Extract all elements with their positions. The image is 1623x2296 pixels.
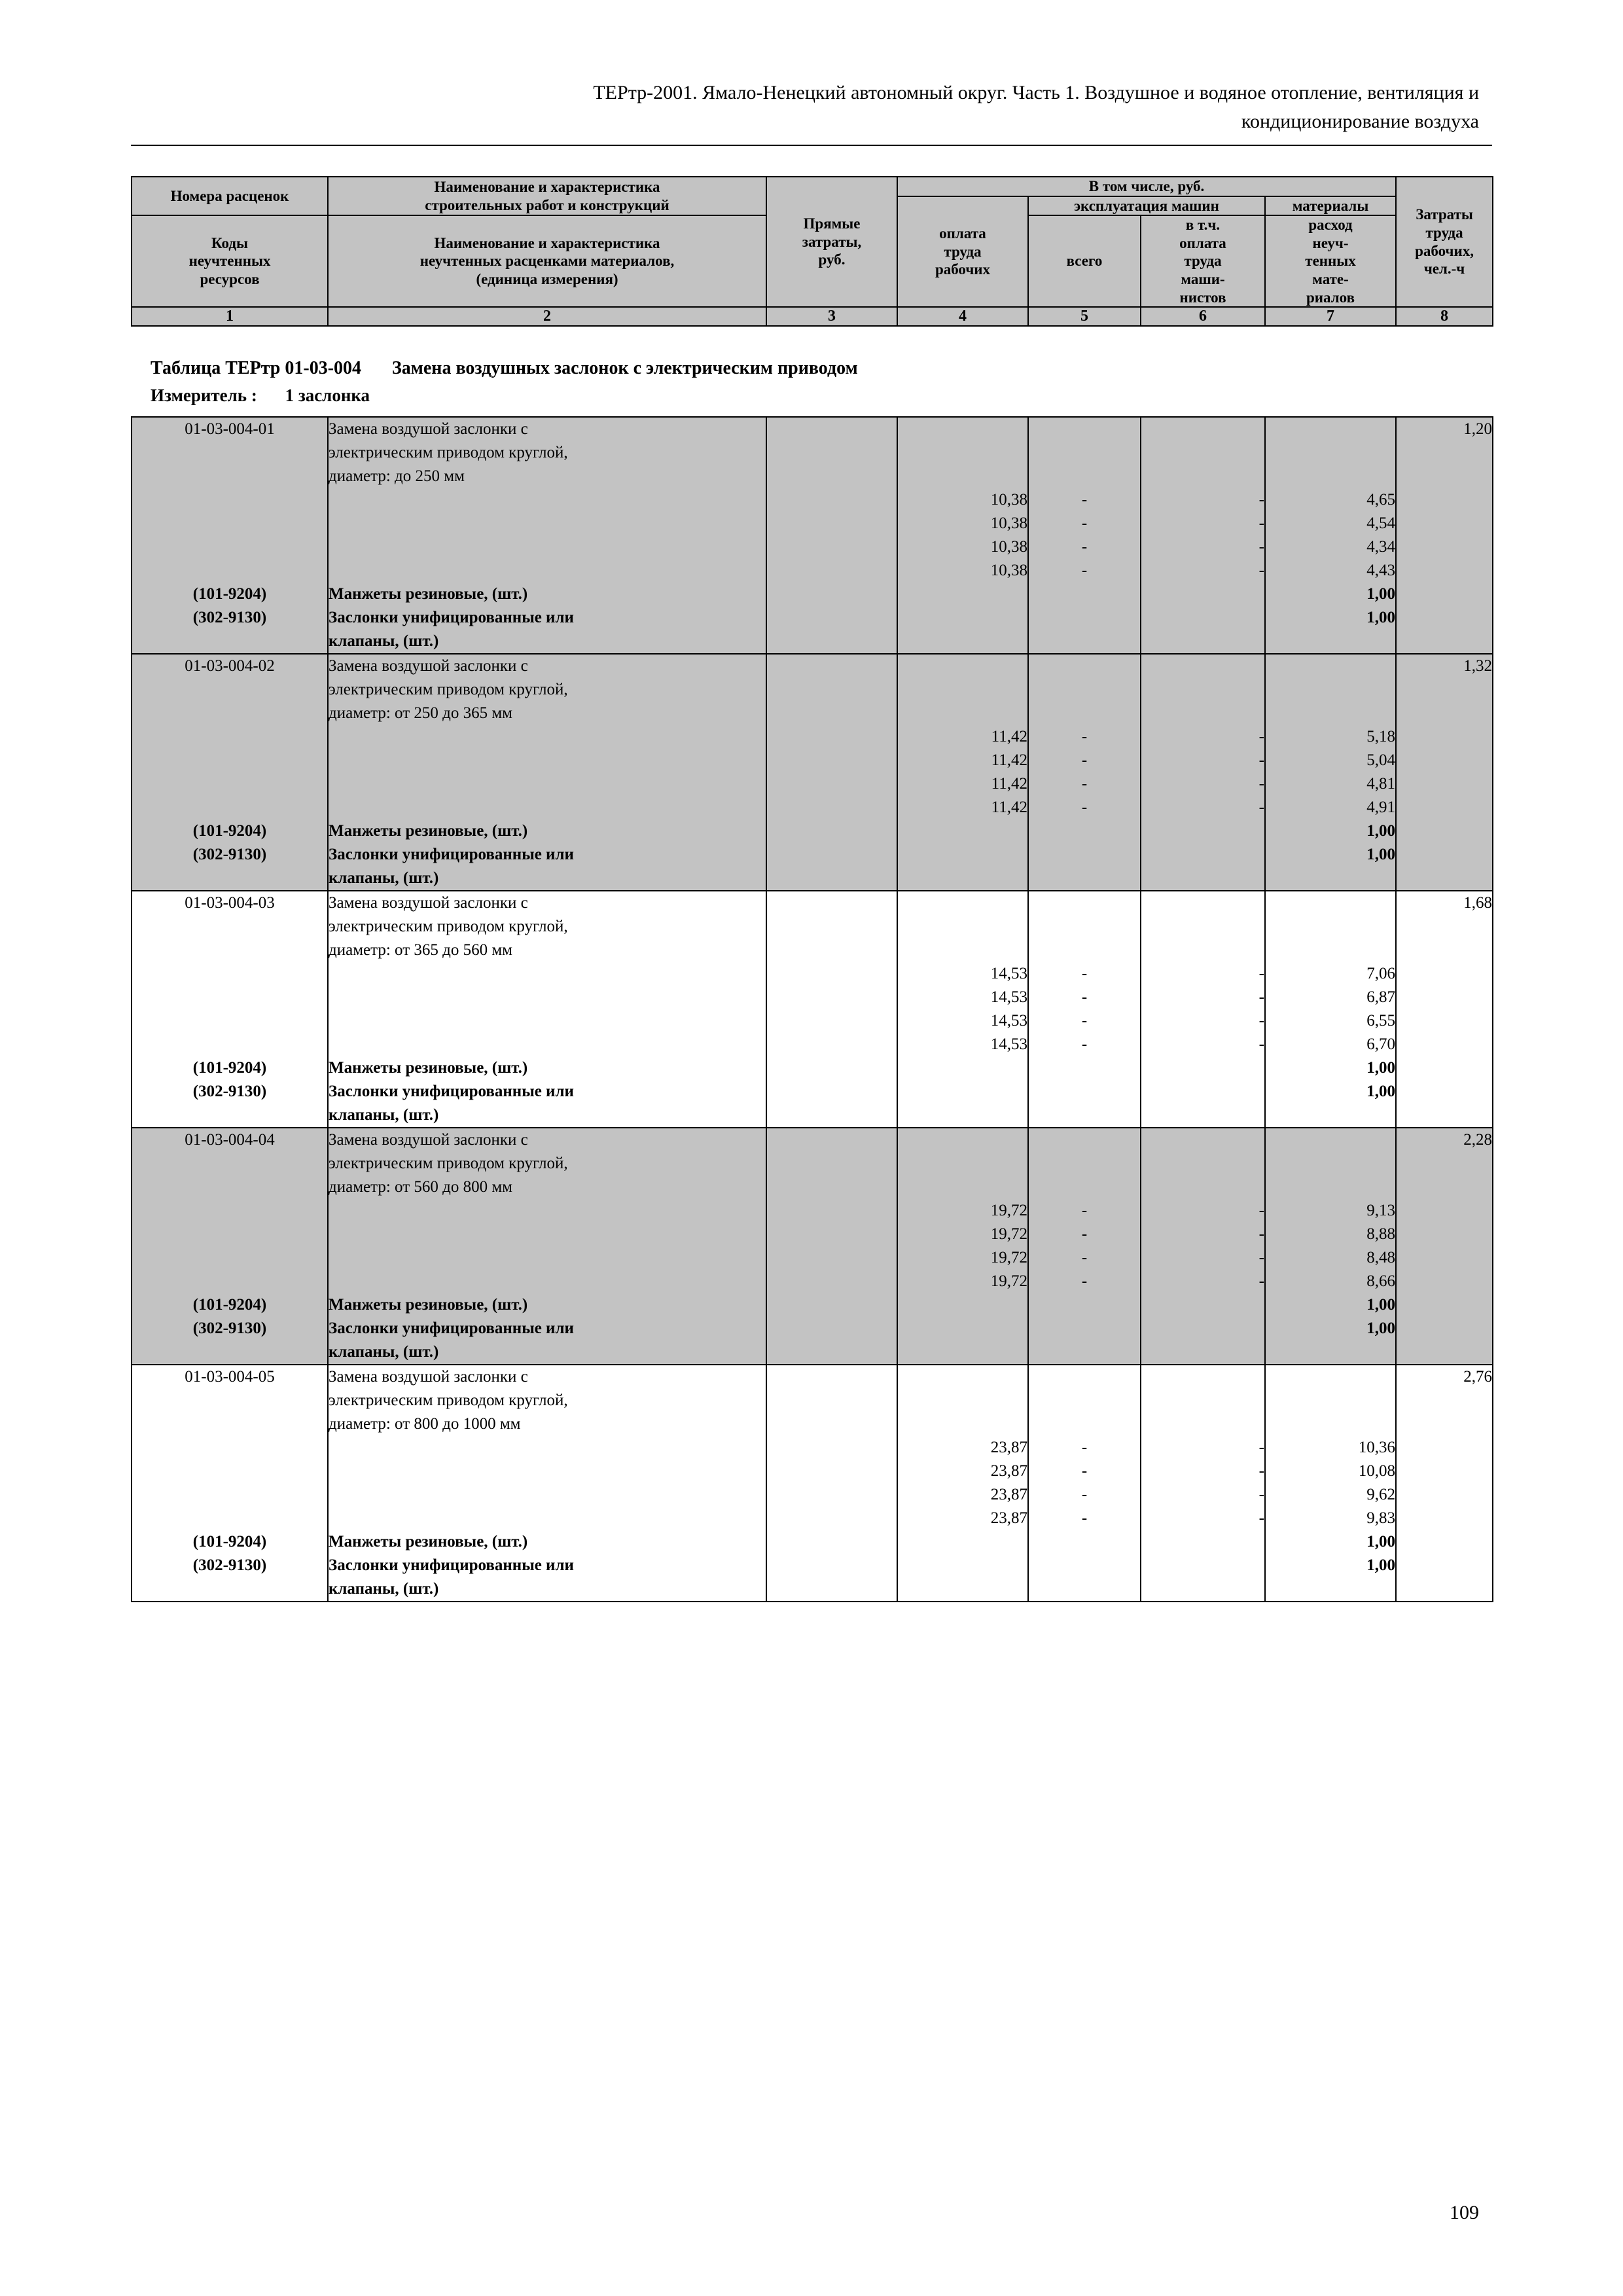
col-header-unaccounted-codes: Коды неучтенных ресурсов bbox=[132, 215, 328, 307]
col-header-material-consumption: расход неуч- тенных мате- риалов bbox=[1265, 215, 1396, 307]
row-operator-wages: - - - - bbox=[1141, 417, 1265, 654]
row-worker-wages: 23,87 23,87 23,87 23,87 bbox=[897, 1365, 1028, 1602]
row-labor-costs: 1,20 bbox=[1396, 417, 1493, 654]
row-code: 01-03-004-03 (101-9204) (302-9130) bbox=[132, 891, 328, 1128]
row-direct-costs bbox=[766, 417, 897, 654]
row-description: Замена воздушой заслонки с электрическим приводом круглой, диаметр: от 365 до 560 мм Манжеты резиновые, (шт.) Заслонки унифицированные или клапаны, (шт.) bbox=[328, 891, 766, 1128]
row-direct-costs bbox=[766, 654, 897, 891]
row-operator-wages: - - - - bbox=[1141, 891, 1265, 1128]
col-num-8: 8 bbox=[1396, 307, 1493, 326]
column-header-table bbox=[131, 176, 1493, 327]
row-machines-total: - - - - bbox=[1028, 1365, 1141, 1602]
row-worker-wages: 10,38 10,38 10,38 10,38 bbox=[897, 417, 1028, 654]
row-materials: 7,06 6,87 6,55 6,70 1,00 1,00 bbox=[1265, 891, 1396, 1128]
header-line-1: ТЕРтр-2001. Ямало-Ненецкий автономный округ. Часть 1. Воздушное и водяное отопление, вентиляция и bbox=[593, 82, 1479, 103]
row-code: 01-03-004-01 (101-9204) (302-9130) bbox=[132, 417, 328, 654]
row-operator-wages: - - - - bbox=[1141, 1128, 1265, 1365]
row-direct-costs bbox=[766, 891, 897, 1128]
row-worker-wages: 14,53 14,53 14,53 14,53 bbox=[897, 891, 1028, 1128]
col-header-rate-numbers: Номера расценок bbox=[132, 177, 328, 215]
row-operator-wages: - - - - bbox=[1141, 1365, 1265, 1602]
measure-value: 1 заслонка bbox=[285, 386, 370, 406]
table-title-name: Замена воздушных заслонок с электрическим приводом bbox=[392, 358, 858, 379]
table-title-number: Таблица ТЕРтр 01-03-004 bbox=[151, 358, 362, 379]
table-row bbox=[132, 1128, 1493, 1365]
table-row bbox=[132, 1365, 1493, 1602]
column-number-row bbox=[132, 307, 1493, 326]
row-machines-total: - - - - bbox=[1028, 1128, 1141, 1365]
col-header-machine-operation: эксплуатация машин bbox=[1028, 196, 1265, 216]
col-num-1: 1 bbox=[132, 307, 328, 326]
rates-table bbox=[131, 416, 1493, 1602]
row-materials: 10,36 10,08 9,62 9,83 1,00 1,00 bbox=[1265, 1365, 1396, 1602]
row-labor-costs: 1,32 bbox=[1396, 654, 1493, 891]
row-direct-costs bbox=[766, 1128, 897, 1365]
row-description: Замена воздушой заслонки с электрическим приводом круглой, диаметр: от 560 до 800 мм Манжеты резиновые, (шт.) Заслонки унифицированные или клапаны, (шт.) bbox=[328, 1128, 766, 1365]
document-header bbox=[131, 79, 1492, 135]
table-row bbox=[132, 417, 1493, 654]
row-code: 01-03-004-04 (101-9204) (302-9130) bbox=[132, 1128, 328, 1365]
table-row bbox=[132, 654, 1493, 891]
row-description: Замена воздушой заслонки с электрическим приводом круглой, диаметр: от 250 до 365 мм Манжеты резиновые, (шт.) Заслонки унифицированные или клапаны, (шт.) bbox=[328, 654, 766, 891]
measure-unit bbox=[151, 386, 1492, 406]
row-labor-costs: 2,28 bbox=[1396, 1128, 1493, 1365]
row-materials: 5,18 5,04 4,81 4,91 1,00 1,00 bbox=[1265, 654, 1396, 891]
col-header-group-including: В том числе, руб. bbox=[897, 177, 1396, 196]
row-code: 01-03-004-05 (101-9204) (302-9130) bbox=[132, 1365, 328, 1602]
row-materials: 4,65 4,54 4,34 4,43 1,00 1,00 bbox=[1265, 417, 1396, 654]
col-header-worker-wages: оплата труда рабочих bbox=[897, 196, 1028, 308]
row-worker-wages: 19,72 19,72 19,72 19,72 bbox=[897, 1128, 1028, 1365]
row-operator-wages: - - - - bbox=[1141, 654, 1265, 891]
row-materials: 9,13 8,88 8,48 8,66 1,00 1,00 bbox=[1265, 1128, 1396, 1365]
col-num-5: 5 bbox=[1028, 307, 1141, 326]
col-num-2: 2 bbox=[328, 307, 766, 326]
header-line-2: кондиционирование воздуха bbox=[1241, 110, 1479, 132]
row-machines-total: - - - - bbox=[1028, 654, 1141, 891]
row-code: 01-03-004-02 (101-9204) (302-9130) bbox=[132, 654, 328, 891]
table-row bbox=[132, 891, 1493, 1128]
col-header-labor-costs: Затраты труда рабочих, чел.-ч bbox=[1396, 177, 1493, 307]
col-header-work-name: Наименование и характеристика строительных работ и конструкций bbox=[328, 177, 766, 215]
row-worker-wages: 11,42 11,42 11,42 11,42 bbox=[897, 654, 1028, 891]
col-header-operator-wages: в т.ч. оплата труда маши- нистов bbox=[1141, 215, 1265, 307]
col-header-direct-costs: Прямые затраты, руб. bbox=[766, 177, 897, 307]
row-machines-total: - - - - bbox=[1028, 417, 1141, 654]
row-description: Замена воздушой заслонки с электрическим приводом круглой, диаметр: от 800 до 1000 мм Манжеты резиновые, (шт.) Заслонки унифицированные или клапаны, (шт.) bbox=[328, 1365, 766, 1602]
page-number: 109 bbox=[1450, 2202, 1479, 2223]
col-header-materials: материалы bbox=[1265, 196, 1396, 216]
header-divider bbox=[131, 145, 1492, 146]
col-header-machines-total: всего bbox=[1028, 215, 1141, 307]
col-num-7: 7 bbox=[1265, 307, 1396, 326]
col-header-unaccounted-materials: Наименование и характеристика неучтенных расценками материалов, (единица измерения) bbox=[328, 215, 766, 307]
table-title bbox=[151, 358, 1492, 379]
row-labor-costs: 1,68 bbox=[1396, 891, 1493, 1128]
row-machines-total: - - - - bbox=[1028, 891, 1141, 1128]
col-num-3: 3 bbox=[766, 307, 897, 326]
col-num-6: 6 bbox=[1141, 307, 1265, 326]
row-labor-costs: 2,76 bbox=[1396, 1365, 1493, 1602]
row-description: Замена воздушой заслонки с электрическим приводом круглой, диаметр: до 250 мм Манжеты резиновые, (шт.) Заслонки унифицированные или клапаны, (шт.) bbox=[328, 417, 766, 654]
row-direct-costs bbox=[766, 1365, 897, 1602]
measure-label: Измеритель : bbox=[151, 386, 257, 406]
col-num-4: 4 bbox=[897, 307, 1028, 326]
